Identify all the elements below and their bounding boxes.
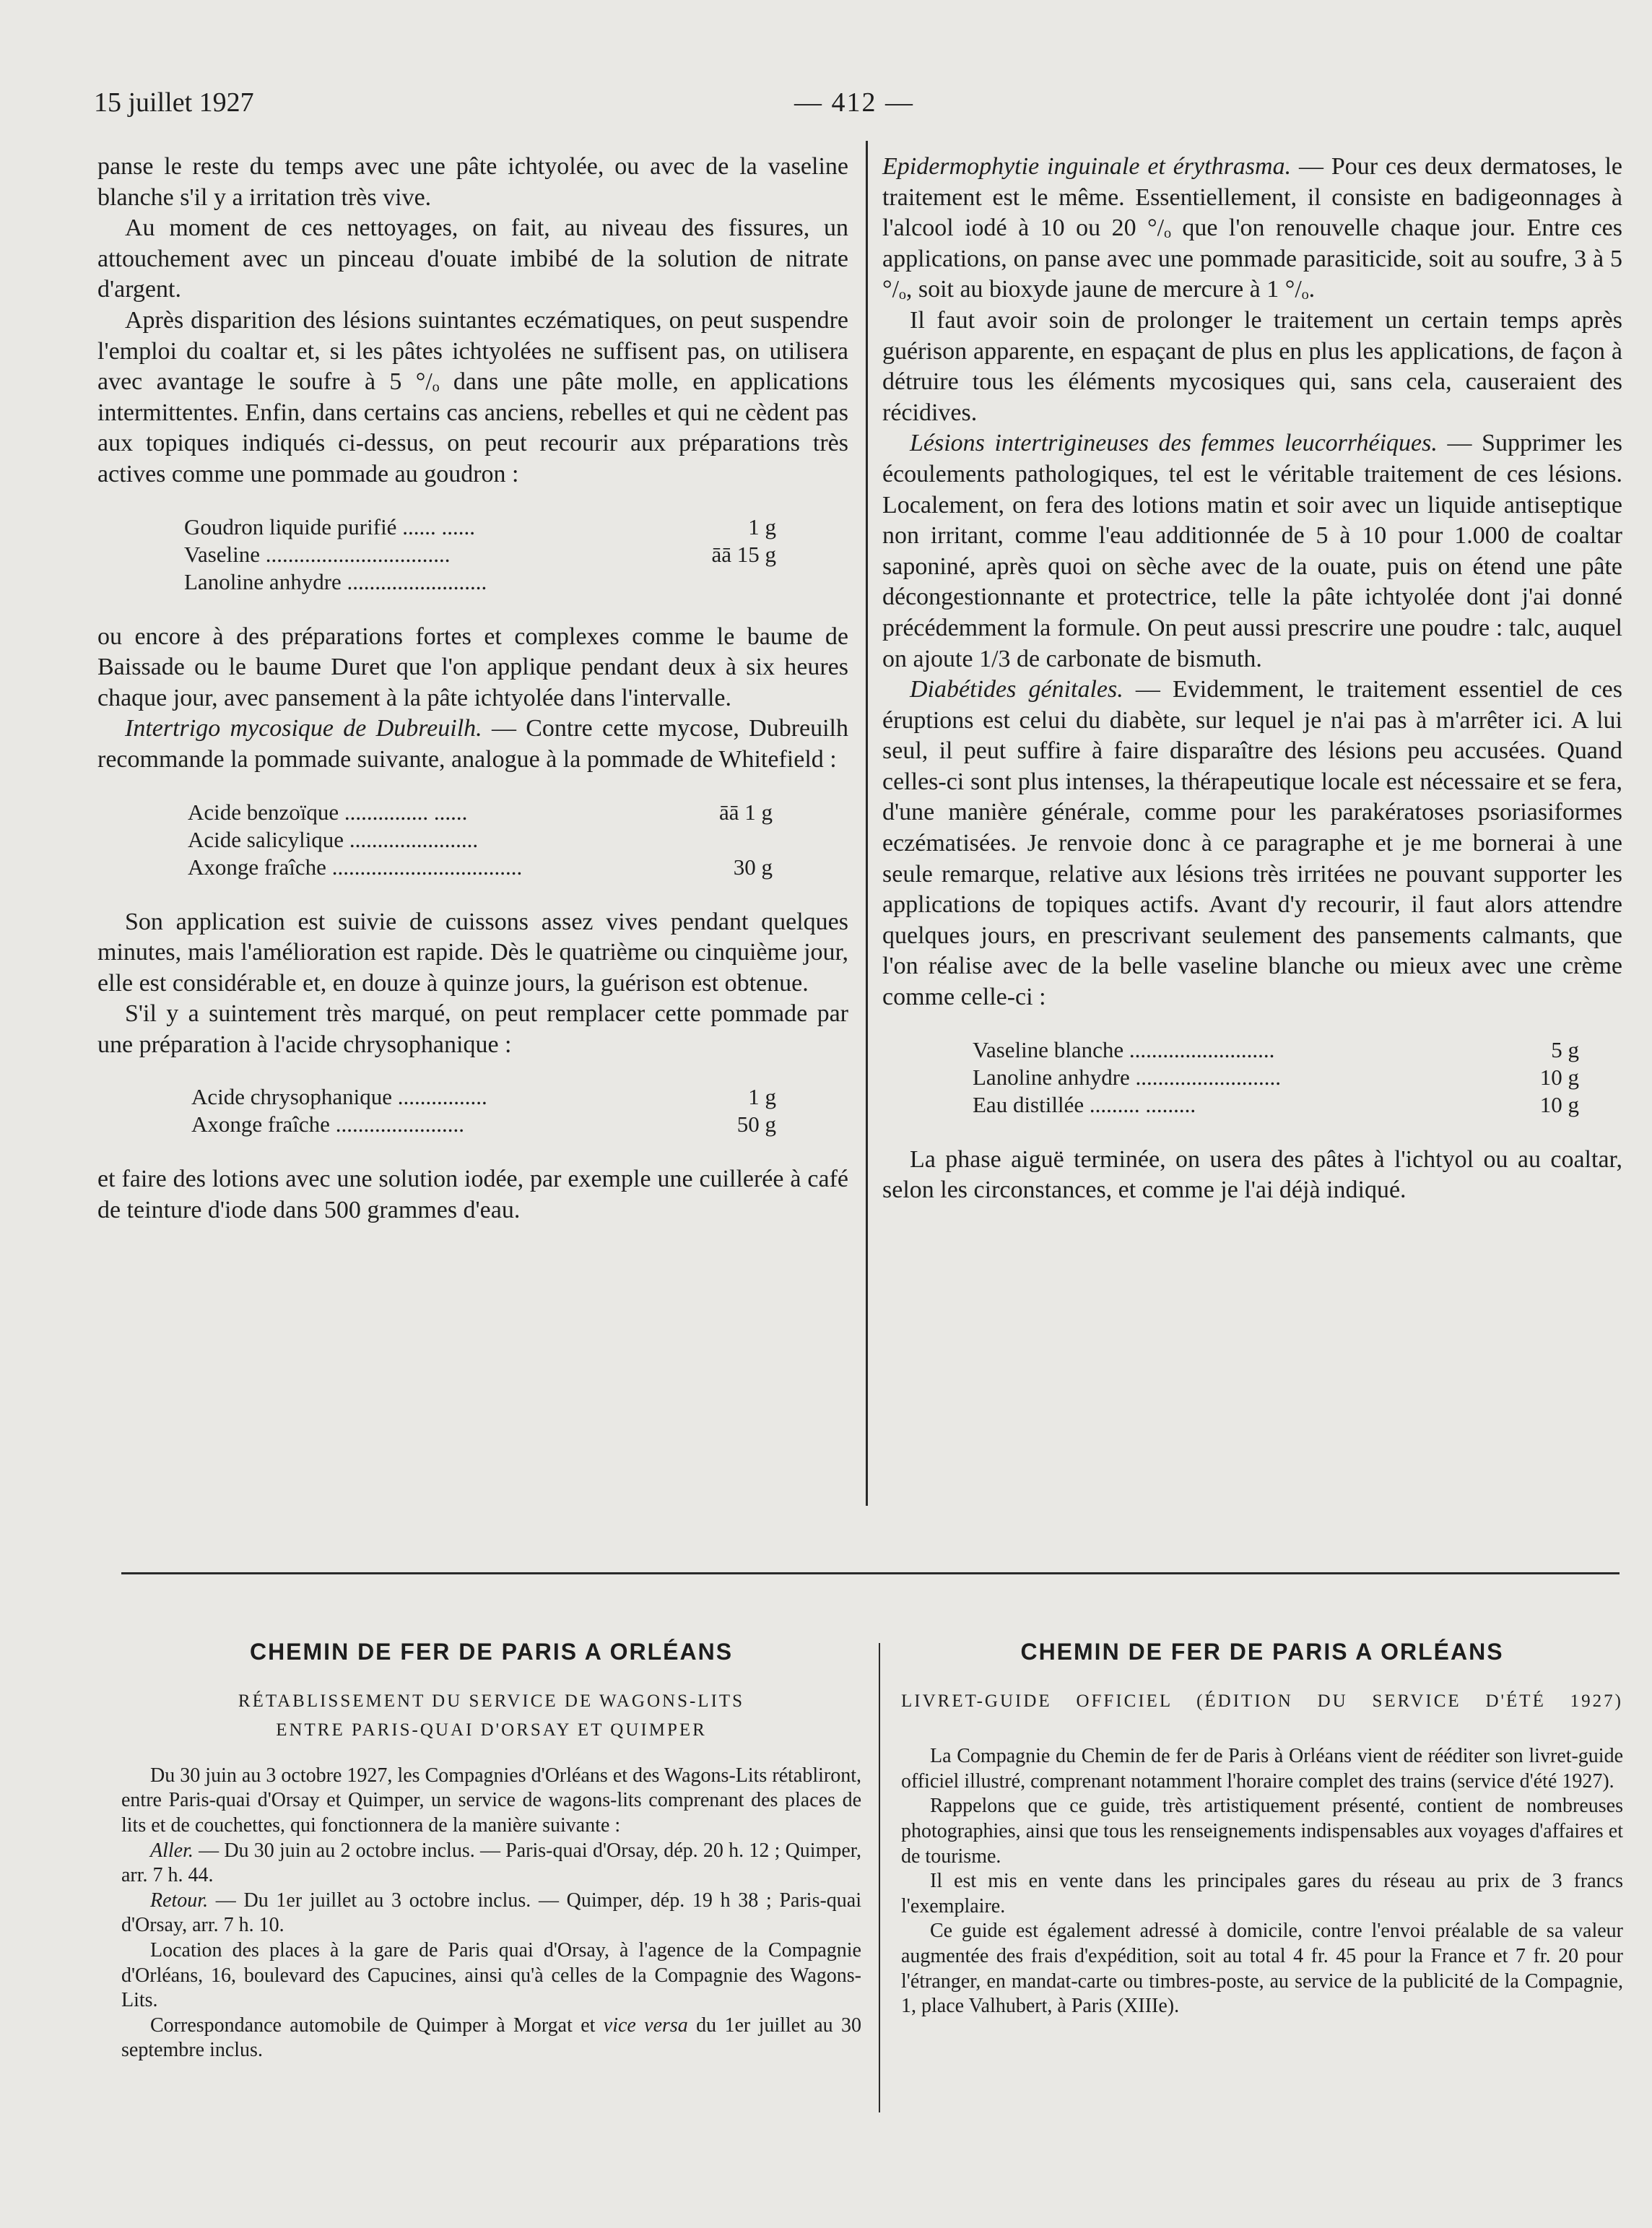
paragraph-text: — Evidemment, le traitement essentiel de ces éruptions est celui du diabète, sur lequel je n'ai pas à m'arrêter ici. A lui seul, il peut suffire à faire disparaître des lésions peu accusées. Quand celles-ci sont plus intenses, la thérapeutique locale est nécessaire et se fera, d'une manière générale, comme pour les parakératoses psoriasiformes eczématisées. Je renvoie donc à ce paragraphe et je me bornerai à une seule remarque, relative aux lésions très irritées ne pouvant supporter les applications de topiques actifs. Avant d'y recourir, il faut alors attendre quelques jours, en prescrivant seulement des pansements calmants, que l'on réalise avec de la belle vaseline blanche ou mieux avec une crème comme celle-ci :: [882, 676, 1622, 1011]
section-title: Intertrigo mycosique de Dubreuilh.: [125, 715, 482, 742]
paragraph: Son application est suivie de cuissons assez vives pendant quelques minutes, mais l'amélioration est rapide. Dès le quatrième ou cinquième jour, elle est considérable et, en douze à quinze jours, la guérison est obtenue.: [97, 908, 848, 997]
paragraph: et faire des lotions avec une solution iodée, par exemple une cuillerée à café de teinture d'iode dans 500 grammes d'eau.: [97, 1166, 848, 1224]
column-divider: [879, 1643, 880, 2112]
recipe-row: Acide benzoïque ............... ...... āā 1 g: [188, 799, 773, 825]
recipe-chrysophanique: [97, 1083, 776, 1138]
right-column: [882, 152, 1622, 1206]
paragraph-text: — Pour ces deux dermatoses, le traitement est le même. Essentiellement, il consiste en badigeonnages à l'alcool iodé à 10 ou 20 °/ₒ que l'on renouvelle chaque jour. Entre ces applications, on panse avec une pommade parasiticide, soit au soufre, 3 à 5 °/ₒ, soit au bioxyde jaune de mercure à 1 °/ₒ.: [882, 153, 1622, 303]
recipe-row: Acide salicylique .......................: [188, 826, 479, 852]
ingredient-name: Eau distillée: [973, 1091, 1084, 1117]
paragraph-text: — Du 30 juin au 2 octobre inclus. — Paris-quai d'Orsay, dép. 20 h. 12 ; Quimper, arr. 7 h. 44.: [121, 1839, 861, 1887]
notice-subtitle: RÉTABLISSEMENT DU SERVICE DE WAGONS-LITS: [238, 1691, 745, 1711]
ingredient-qty: 50 g: [736, 1111, 776, 1137]
recipe-row: Acide chrysophanique ................ 1 g: [191, 1084, 776, 1110]
recipe-row: Eau distillée ......... ......... 10 g: [973, 1091, 1579, 1117]
page-number: — 412 —: [794, 87, 914, 118]
recipe-row: Lanoline anhydre .........................: [184, 568, 487, 594]
recipe-row: Lanoline anhydre .......................... 10 g: [973, 1064, 1579, 1090]
paragraph: [121, 2014, 861, 2063]
ingredient-name: Axonge fraîche: [188, 854, 326, 880]
paragraph-text: Correspondance automobile de Quimper à Morgat et: [150, 2014, 604, 2037]
paragraph-text: — Supprimer les écoulements pathologiques, tel est le véritable traitement de ces lésions. Localement, on fera des lotions matin et soir avec un liquide antiseptique non irritant, comme l'eau additionnée de 5 à 10 pour 1.000 de coaltar saponiné, après quoi on sèche avec de la ouate, puis on étend une pâte décongestionnante et protectrice, telle la pâte ichtyolée dont j'ai donné précédemment la formule. On peut aussi prescrire une poudre : talc, auquel on ajoute 1/3 de carbonate de bismuth.: [882, 430, 1622, 672]
paragraph-text: du 1er juillet au 30 septembre inclus.: [121, 2014, 861, 2062]
ingredient-qty: 10 g: [1539, 1064, 1579, 1090]
paragraph: S'il y a suintement très marqué, on peut remplacer cette pommade par une préparation à l'acide chrysophanique :: [97, 1000, 848, 1058]
paragraph: Ce guide est également adressé à domicile, contre l'envoi préalable de sa valeur augmentée des frais d'expédition, soit au total 4 fr. 45 pour la France et 7 fr. 20 pour l'étranger, en mandat-carte ou timbres-poste, au service de la publicité de la Compagnie, 1, place Valhubert, à Paris (XIIIe).: [901, 1920, 1623, 2018]
recipe-row: Vaseline ................................. āā 15 g: [184, 541, 776, 567]
ingredient-name: Lanoline anhydre: [184, 568, 342, 594]
paragraph: [882, 152, 1622, 305]
notice-title: CHEMIN DE FER DE PARIS A ORLÉANS: [1020, 1639, 1504, 1665]
notice-subtitle: LIVRET-GUIDE OFFICIEL (ÉDITION DU SERVICE D'ÉTÉ 1927): [901, 1691, 1623, 1711]
ingredient-name: Acide salicylique: [188, 826, 344, 852]
recipe-creme: [882, 1036, 1579, 1119]
paragraph: Après disparition des lésions suintantes eczématiques, on peut suspendre l'emploi du coaltar et, si les pâtes ichtyolées ne suffisent pas, on utilisera avec avantage le soufre à 5 °/ₒ dans une pâte molle, en applications intermittentes. Enfin, dans certains cas anciens, rebelles et qui ne cèdent pas aux topiques indiqués ci-dessus, on peut recourir aux préparations très actives comme une pommade au goudron :: [97, 306, 848, 487]
paragraph: La phase aiguë terminée, on usera des pâtes à l'ichtyol ou au coaltar, selon les circonstances, et comme je l'ai déjà indiqué.: [882, 1145, 1622, 1204]
paragraph: Location des places à la gare de Paris quai d'Orsay, à l'agence de la Compagnie d'Orléans, 16, boulevard des Capucines, ainsi qu'à celles de la Compagnie des Wagons-Lits.: [121, 1938, 861, 2012]
ingredient-qty: 5 g: [1551, 1036, 1579, 1062]
ingredient-name: Goudron liquide purifié: [184, 513, 397, 539]
paragraph: ou encore à des préparations fortes et complexes comme le baume de Baissade ou le baume Duret que l'on applique pendant deux à six heures chaque jour, avec pansement à la pâte ichtyolée dans l'intervalle.: [97, 623, 848, 711]
paragraph: Du 30 juin au 3 octobre 1927, les Compagnies d'Orléans et des Wagons-Lits rétabliront, entre Paris-quai d'Orsay et Quimper, un service de wagons-lits comprenant des places de lits et de couchettes, qui fonctionnera de la manière suivante :: [121, 1764, 861, 1837]
paragraph: Il est mis en vente dans les principales gares du réseau au prix de 3 francs l'exemplaire.: [901, 1870, 1623, 1917]
recipe-row: Vaseline blanche .......................... 5 g: [973, 1036, 1579, 1062]
recipe-row: Axonge fraîche ....................... 50 g: [191, 1111, 776, 1137]
emphasis: vice versa: [603, 2014, 688, 2037]
ingredient-qty-joint: āā 1 g: [718, 799, 773, 825]
ingredient-qty-joint: āā 15 g: [711, 541, 776, 567]
recipe-row: Goudron liquide purifié ...... ...... 1 g: [184, 513, 776, 539]
recipe-whitefield: [97, 799, 773, 881]
ingredient-qty: 1 g: [748, 1084, 776, 1110]
ingredient-name: Vaseline blanche: [973, 1036, 1124, 1062]
paragraph: Au moment de ces nettoyages, on fait, au niveau des fissures, un attouchement avec un pinceau d'ouate imbibé de la solution de nitrate d'argent.: [97, 214, 848, 303]
paragraph: [882, 428, 1622, 675]
ingredient-name: Acide benzoïque: [188, 799, 339, 825]
paragraph: [121, 1839, 861, 1889]
paragraph-text: — Du 1er juillet au 3 octobre inclus. — Quimper, dép. 19 h 38 ; Paris-quai d'Orsay, arr. 7 h. 10.: [121, 1889, 861, 1937]
ingredient-qty: 1 g: [748, 513, 776, 539]
paragraph: Il faut avoir soin de prolonger le traitement un certain temps après guérison apparente, en espaçant de plus en plus les applications, de façon à détruire tous les éléments mycosiques qui, sans cela, causeraient des récidives.: [882, 306, 1622, 426]
paragraph: [97, 714, 848, 775]
label: Retour.: [150, 1889, 209, 1912]
paragraph: panse le reste du temps avec une pâte ichtyolée, ou avec de la vaseline blanche s'il y a irritation très vive.: [97, 153, 848, 211]
paragraph: [882, 675, 1622, 1013]
notice-subtitle: ENTRE PARIS-QUAI D'ORSAY ET QUIMPER: [276, 1720, 707, 1741]
paragraph: [121, 1889, 861, 1938]
ingredient-qty: 10 g: [1539, 1091, 1579, 1117]
column-divider: [866, 141, 868, 1506]
notice-wagons-lits: [121, 1639, 861, 2063]
left-column: [97, 152, 848, 1226]
section-title: Epidermophytie inguinale et érythrasma.: [882, 153, 1292, 180]
page-header: [94, 87, 1610, 130]
issue-date: 15 juillet 1927: [94, 87, 254, 118]
ingredient-name: Vaseline: [184, 541, 261, 567]
label: Aller.: [150, 1839, 194, 1862]
paragraph-text: — Contre cette mycose, Dubreuilh recommande la pommade suivante, analogue à la pommade de Whitefield :: [97, 715, 848, 773]
ingredient-name: Lanoline anhydre: [973, 1064, 1130, 1090]
notice-title: CHEMIN DE FER DE PARIS A ORLÉANS: [249, 1639, 734, 1665]
ingredient-name: Axonge fraîche: [191, 1111, 330, 1137]
section-title: Lésions intertrigineuses des femmes leucorrhéiques.: [910, 430, 1438, 457]
notice-livret-guide: [901, 1639, 1623, 2019]
section-divider: [121, 1572, 1620, 1574]
ingredient-qty: 30 g: [733, 854, 773, 880]
recipe-row: Axonge fraîche .................................. 30 g: [188, 854, 773, 880]
paragraph: La Compagnie du Chemin de fer de Paris à Orléans vient de rééditer son livret-guide officiel illustré, comprenant notamment l'horaire complet des trains (service d'été 1927).: [901, 1745, 1623, 1793]
section-title: Diabétides génitales.: [910, 676, 1123, 703]
paragraph: Rappelons que ce guide, très artistiquement présenté, contient de nombreuses photographies, ainsi que tous les renseignements indispensables aux voyages d'affaires et de tourisme.: [901, 1795, 1623, 1868]
recipe-goudron: [97, 513, 776, 596]
ingredient-name: Acide chrysophanique: [191, 1084, 393, 1110]
